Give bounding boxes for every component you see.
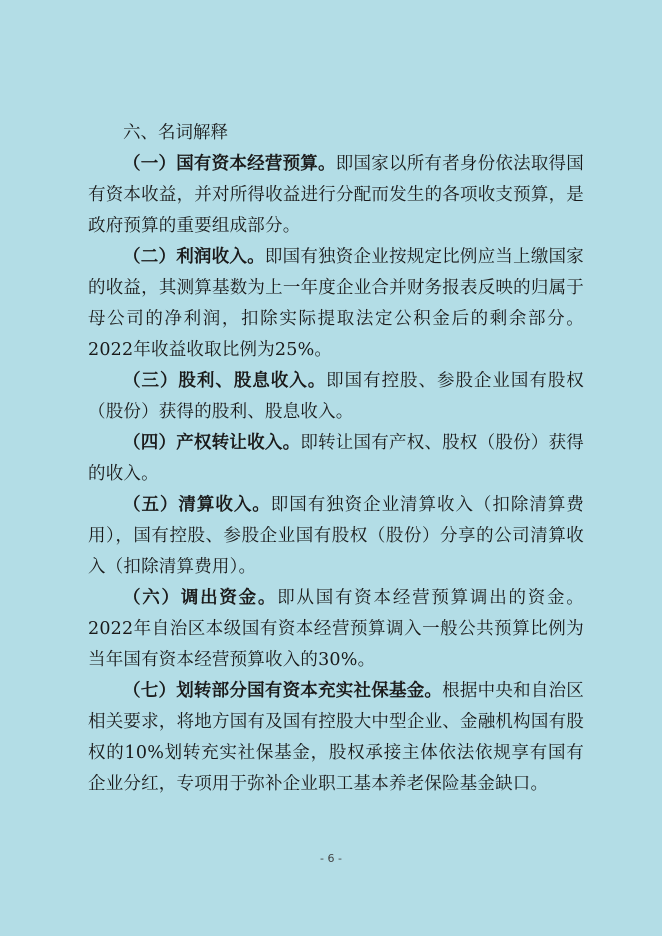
definition-item-7 <box>88 676 584 800</box>
definition-item-1 <box>88 149 584 242</box>
term-label: （五）清算收入。 <box>123 495 271 515</box>
term-description: 即从国有资本经营预算调出的资金。2022年自治区本级国有资本经营预算调入一般公共预算比例为当年国有资本经营预算收入的30%。 <box>88 588 584 670</box>
section-heading: 六、名词解释 <box>123 123 228 143</box>
term-label: （四）产权转让收入。 <box>123 433 301 453</box>
term-label: （六）调出资金。 <box>123 588 278 608</box>
term-description: 即国家以所有者身份依法取得国有资本收益，并对所得收益进行分配而发生的各项收支预算，是政府预算的重要组成部分。 <box>88 154 584 236</box>
term-description: 即转让国有产权、股权（股份）获得的收入。 <box>88 433 585 484</box>
definition-item-5 <box>88 490 584 583</box>
definition-item-4 <box>88 428 584 490</box>
definition-item-6 <box>88 583 584 676</box>
page-number: - 6 - <box>320 852 342 865</box>
term-description: 即国有独资企业清算收入（扣除清算费用），国有控股、参股企业国有股权（股份）分享的公司清算收入（扣除清算费用）。 <box>88 495 584 577</box>
term-label: （一）国有资本经营预算。 <box>123 154 336 174</box>
definition-item-3 <box>88 366 584 428</box>
term-description: 根据中央和自治区相关要求，将地方国有及国有控股大中型企业、金融机构国有股权的10%划转充实社保基金，股权承接主体依法依规享有国有企业分红，专项用于弥补企业职工基本养老保险基金缺口。 <box>88 681 584 794</box>
term-description: 即国有控股、参股企业国有股权（股份）获得的股利、股息收入。 <box>88 371 584 422</box>
term-label: （三）股利、股息收入。 <box>123 371 327 391</box>
term-label: （二）利润收入。 <box>123 247 265 267</box>
document-body <box>88 118 584 800</box>
term-label: （七）划转部分国有资本充实社保基金。 <box>123 681 443 701</box>
term-description: 即国有独资企业按规定比例应当上缴国家的收益，其测算基数为上一年度企业合并财务报表反映的归属于母公司的净利润，扣除实际提取法定公积金后的剩余部分。2022年收益收取比例为25%。 <box>88 247 584 360</box>
definition-item-2 <box>88 242 584 366</box>
